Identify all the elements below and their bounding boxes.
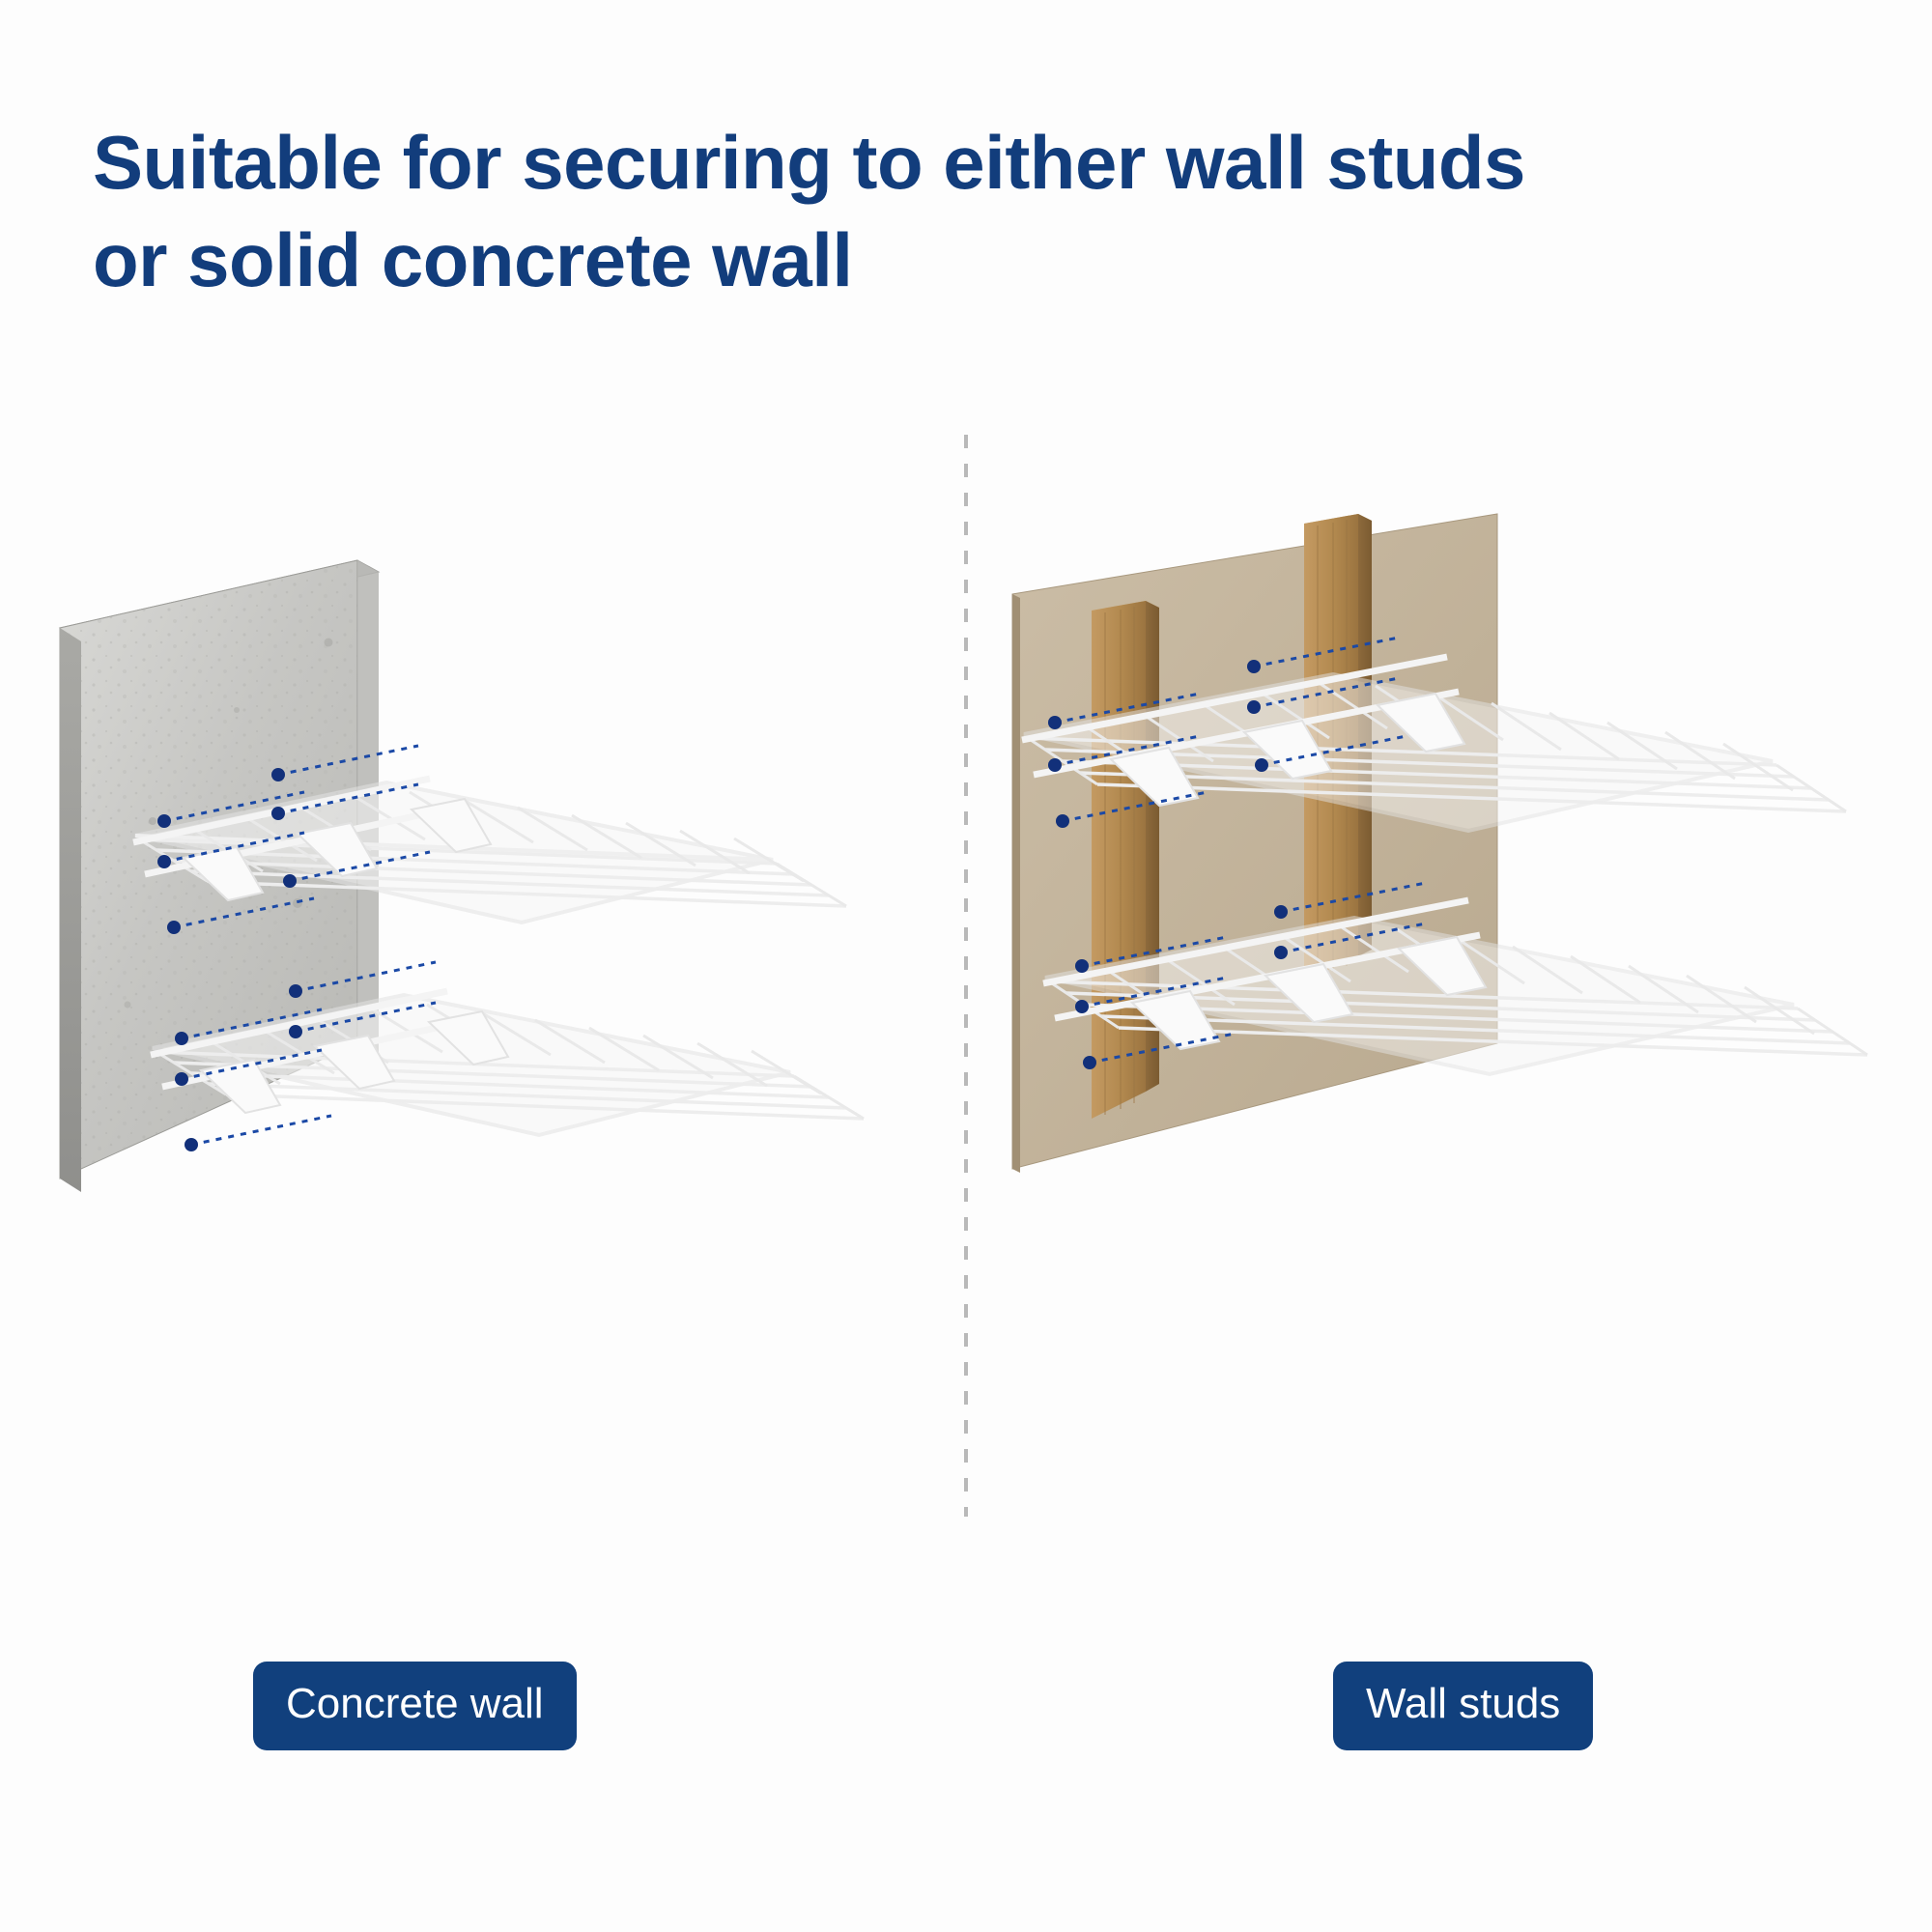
illustration-wall-studs — [995, 502, 1903, 1430]
wall-stud-near — [1092, 601, 1159, 1119]
page-title-line-1: Suitable for securing to either wall studs — [93, 120, 1525, 205]
page-title — [93, 114, 1861, 310]
drywall-panel — [1012, 514, 1497, 1173]
wall-studs-diagram — [995, 502, 1903, 1430]
illustration-concrete-wall — [39, 502, 937, 1430]
panel-divider — [964, 435, 968, 1517]
page-title-line-2: or solid concrete wall — [93, 217, 853, 303]
concrete-wall-diagram — [39, 502, 937, 1430]
label-wall-studs: Wall studs — [1333, 1662, 1593, 1750]
label-concrete-wall: Concrete wall — [253, 1662, 577, 1750]
